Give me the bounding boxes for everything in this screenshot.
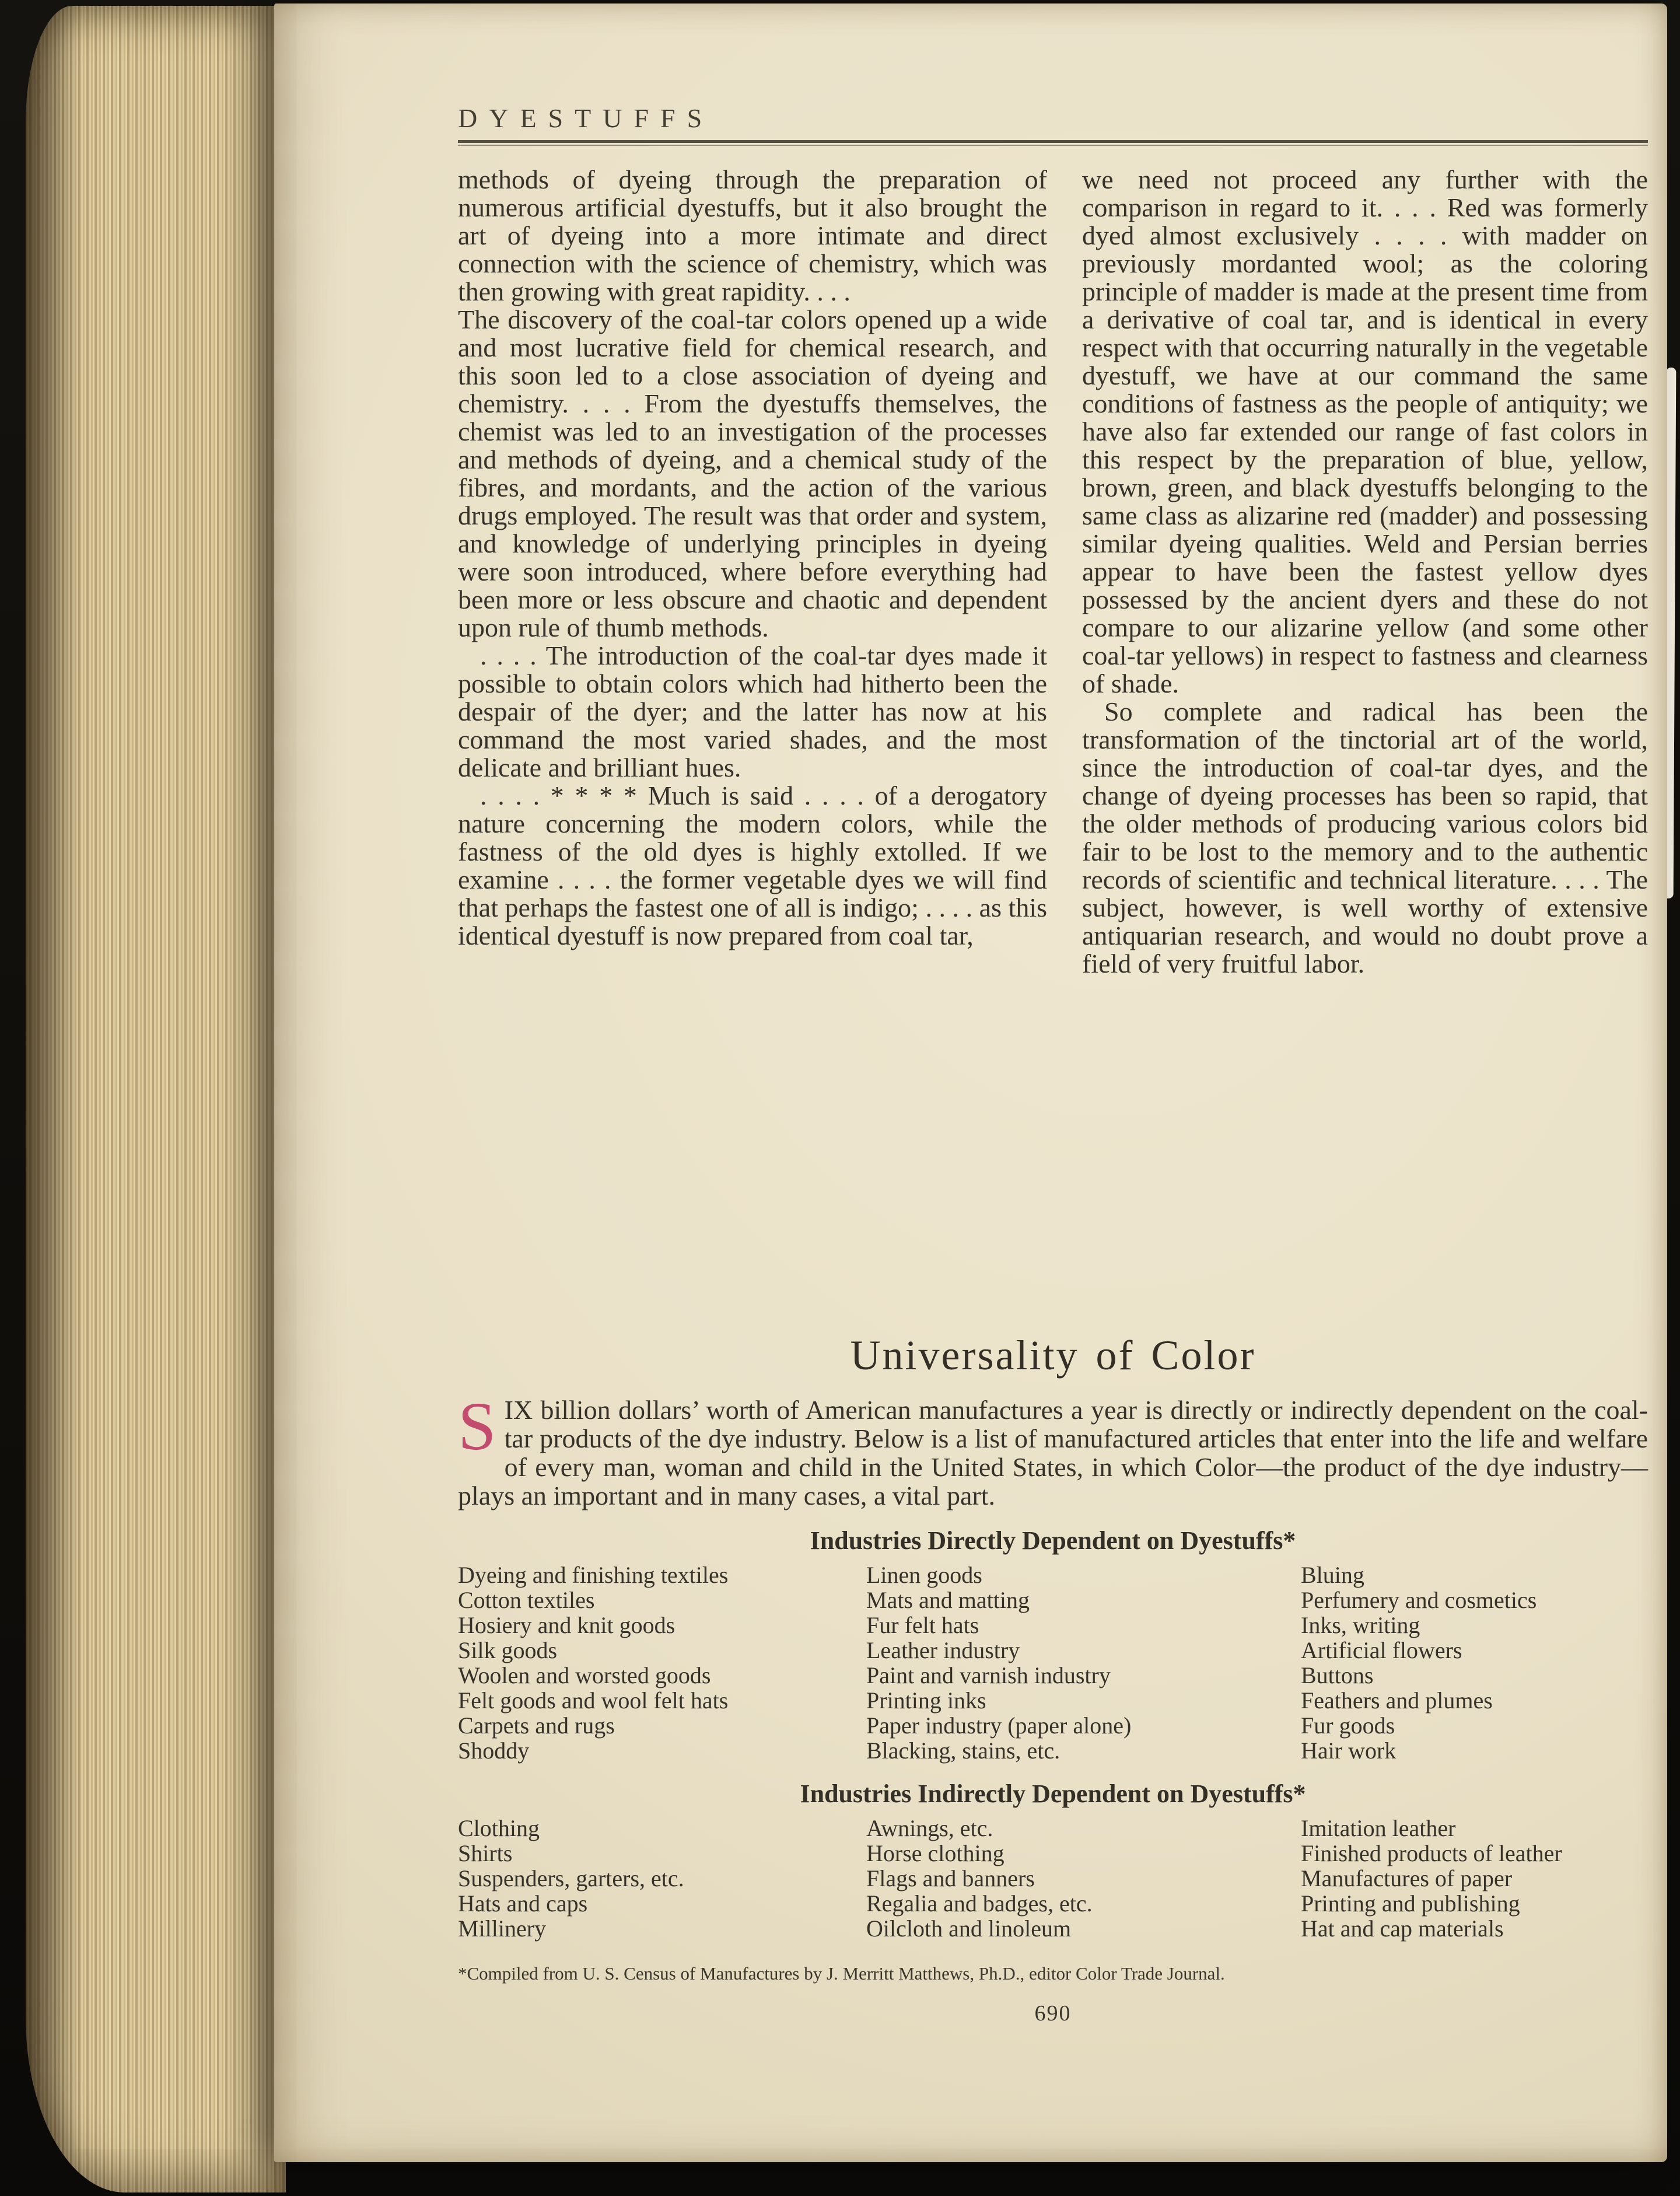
- page-number: 690: [1034, 2001, 1072, 2026]
- paragraph: The discovery of the coal-tar colors opened up a wide and most lucrative field for chemical research, and this soon led to a close association of dyeing and chemistry. . . . From the dyestuffs themselves, the chemist was led to an investigation of the processes and methods of dyeing, and a chemical study of the fibres, and mordants, and the action of the various drugs employed. The result was that order and system, and knowledge of underlying principles in dyeing were soon introduced, where before everything had been more or less obscure and chaotic and dependent upon rule of thumb methods.: [458, 305, 1047, 642]
- book-page-edges: [26, 6, 286, 2192]
- list-item: Leather industry: [866, 1637, 1020, 1663]
- direct-lists: [458, 1562, 1648, 1763]
- paragraph: . . . . * * * * Much is said . . . . of a derogatory nature concerning the modern colors, while the fastness of the old dyes is highly extolled. If we examine . . . . the former vegetable dyes we will find that perhaps the fastest one of all is indigo; . . . . as this identical dyestuff is now prepared from coal tar,: [458, 781, 1047, 950]
- list-item: Carpets and rugs: [458, 1712, 615, 1739]
- direct-list-column-1: [458, 1562, 866, 1763]
- list-item: Artificial flowers: [1301, 1637, 1462, 1663]
- paragraph: . . . . The introduction of the coal-tar dyes made it possible to obtain colors which had hitherto been the despair of the dyer; and the latter has now at his command the most varied shades, and the most delicate and brilliant hues.: [458, 641, 1047, 782]
- list-item: Oilcloth and linoleum: [866, 1915, 1072, 1942]
- list-item: Horse clothing: [866, 1840, 1005, 1866]
- list-item: Perfumery and cosmetics: [1301, 1587, 1537, 1613]
- paragraph: we need not proceed any further with the comparison in regard to it. . . . Red was formerly dyed almost exclusively . . . . with madder on previously mordanted wool; as the coloring principle of madder is made at the present time from a derivative of coal tar, and is identical in every respect with that occurring naturally in the vegetable dyestuff, we have at our command the same conditions of fastness as the people of antiquity; we have also far extended our range of fast colors in this respect by the preparation of blue, yellow, brown, green, and black dyestuffs belonging to the same class as alizarine red (madder) and possessing similar dyeing qualities. Weld and Persian berries appear to have been the fastest yellow dyes possessed by the ancient dyers and these do not compare to our alizarine yellow (and some other coal-tar yellows) in respect to fastness and clearness of shade.: [1082, 165, 1648, 698]
- header-rule: [458, 140, 1648, 146]
- list-item: Felt goods and wool felt hats: [458, 1687, 729, 1714]
- list-item: Finished products of leather: [1301, 1840, 1562, 1866]
- paragraph: So complete and radical has been the transformation of the tinctorial art of the world, since the introduction of coal-tar dyes, and the change of dyeing processes has been so rapid, that the older methods of producing various colors bid fair to be lost to the memory and to the authentic records of scientific and technical literature. . . . The subject, however, is well worthy of extensive antiquarian research, and would no doubt prove a field of very fruitful labor.: [1082, 697, 1648, 978]
- indirect-list-column-1: [458, 1816, 866, 1941]
- list-item: Cotton textiles: [458, 1587, 595, 1613]
- list-item: Hat and cap materials: [1301, 1915, 1504, 1942]
- intro-text: IX billion dollars’ worth of American manufactures a year is directly or indirectly dependent on the coal-tar products of the dye industry. Below is a list of manufactured articles that enter into the life and welfare of every man, woman and child in the United States, in which Color—the product of the dye industry—plays an important and in many cases, a vital part.: [458, 1395, 1648, 1510]
- indirect-list-column-3: [1301, 1816, 1648, 1941]
- list-item: Hats and caps: [458, 1890, 588, 1917]
- list-item: Fur goods: [1301, 1712, 1395, 1739]
- list-item: Flags and banners: [866, 1865, 1035, 1891]
- direct-list-column-2: [866, 1562, 1301, 1763]
- article-columns: [458, 166, 1648, 1309]
- paragraph: methods of dyeing through the preparation of numerous artificial dyestuffs, but it also brought the art of dyeing into a more intimate and direct connection with the science of chemistry, which was then growing with great rapidity. . . .: [458, 165, 1047, 306]
- running-header: DYESTUFFS: [458, 103, 714, 133]
- indirect-list-heading: Industries Indirectly Dependent on Dyestuffs*: [800, 1779, 1306, 1808]
- list-item: Manufactures of paper: [1301, 1865, 1513, 1891]
- page-content: [458, 104, 1648, 2026]
- list-item: Linen goods: [866, 1562, 982, 1588]
- list-item: Clothing: [458, 1815, 540, 1841]
- intro-paragraph: [458, 1388, 1648, 1510]
- list-item: Millinery: [458, 1915, 547, 1942]
- list-item: Blacking, stains, etc.: [866, 1737, 1060, 1764]
- list-item: Hair work: [1301, 1737, 1396, 1764]
- dropcap-letter: S: [458, 1388, 496, 1464]
- right-column: [1082, 166, 1648, 978]
- list-item: Feathers and plumes: [1301, 1687, 1493, 1714]
- list-item: Silk goods: [458, 1637, 558, 1663]
- list-item: Shoddy: [458, 1737, 530, 1764]
- list-item: Bluing: [1301, 1562, 1364, 1588]
- list-item: Paper industry (paper alone): [866, 1712, 1132, 1739]
- list-item: Mats and matting: [866, 1587, 1030, 1613]
- list-item: Regalia and badges, etc.: [866, 1890, 1093, 1917]
- list-item: Woolen and worsted goods: [458, 1662, 711, 1688]
- direct-list-column-3: [1301, 1562, 1648, 1763]
- direct-list-heading: Industries Directly Dependent on Dyestuffs*: [810, 1526, 1296, 1555]
- list-item: Shirts: [458, 1840, 513, 1866]
- list-item: Imitation leather: [1301, 1815, 1456, 1841]
- footnote: *Compiled from U. S. Census of Manufactures by J. Merritt Matthews, Ph.D., editor Color Trade Journal.: [458, 1963, 1225, 1984]
- indirect-lists: [458, 1816, 1648, 1941]
- list-item: Hosiery and knit goods: [458, 1612, 676, 1638]
- list-item: Printing inks: [866, 1687, 986, 1714]
- list-item: Dyeing and finishing textiles: [458, 1562, 729, 1588]
- left-column: [458, 166, 1047, 950]
- section-title: Universality of Color: [850, 1332, 1256, 1379]
- list-item: Awnings, etc.: [866, 1815, 993, 1841]
- list-item: Fur felt hats: [866, 1612, 979, 1638]
- list-item: Paint and varnish industry: [866, 1662, 1111, 1688]
- list-item: Buttons: [1301, 1662, 1374, 1688]
- book-page: [274, 4, 1667, 2162]
- list-item: Printing and publishing: [1301, 1890, 1520, 1917]
- indirect-list-column-2: [866, 1816, 1301, 1941]
- list-item: Suspenders, garters, etc.: [458, 1865, 684, 1891]
- list-item: Inks, writing: [1301, 1612, 1420, 1638]
